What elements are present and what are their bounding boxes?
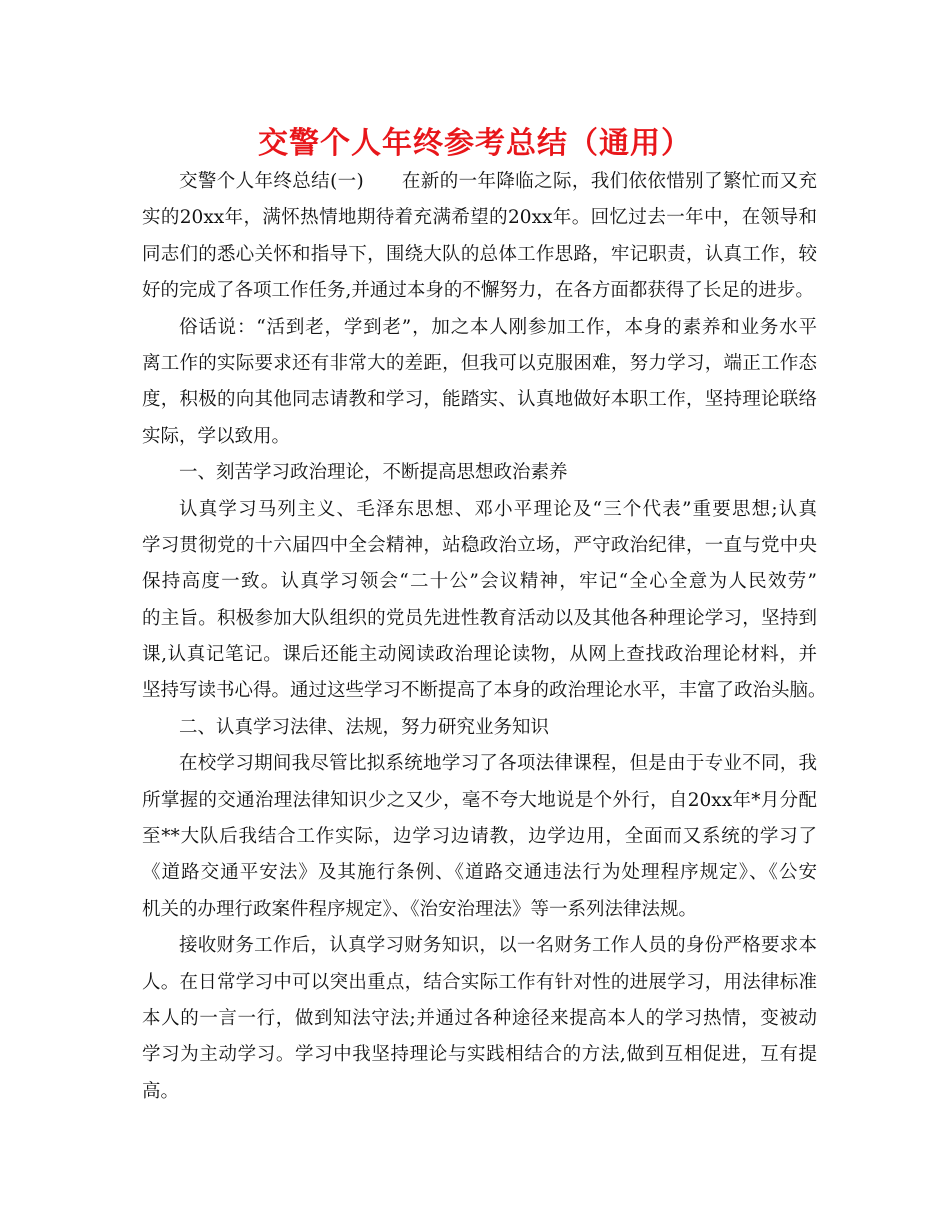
text-line: 在校学习期间我尽管比拟系统地学习了各项法律课程，但是由于专业不同，我 <box>179 753 817 775</box>
text-line: 学习为主动学习。学习中我坚持理论与实践相结合的方法,做到互相促进，互有提 <box>142 1044 817 1066</box>
text-line: 接收财务工作后，认真学习财务知识，以一名财务工作人员的身份严格要求本 <box>179 935 817 957</box>
text-line: 实的20xx年，满怀热情地期待着充满希望的20xx年。回忆过去一年中，在领导和 <box>142 207 817 229</box>
text-line: 二、认真学习法律、法规，努力研究业务知识 <box>179 716 550 738</box>
text-line: 实际，学以致用。 <box>142 425 291 447</box>
text-line: 一、刻苦学习政治理论，不断提高思想政治素养 <box>179 462 568 484</box>
text-line: 交警个人年终总结(一) 在新的一年降临之际，我们依依惜别了繁忙而又充 <box>179 171 817 192</box>
text-line: 离工作的实际要求还有非常大的差距，但我可以克服困难，努力学习，端正工作态 <box>142 352 817 374</box>
text-line: 俗话说：“活到老，学到老”，加之本人刚参加工作，本身的素养和业务水平 <box>179 316 817 338</box>
text-line: 坚持写读书心得。通过这些学习不断提高了本身的政治理论水平，丰富了政治头脑。 <box>142 680 827 702</box>
text-line: 保持高度一致。认真学习领会“二十公”会议精神，牢记“全心全意为人民效劳” <box>142 571 817 593</box>
text-line: 《道路交通平安法》及其施行条例、《道路交通违法行为处理程序规定》、《公安 <box>142 862 817 884</box>
document-title: 交警个人年终参考总结（通用） <box>258 126 692 161</box>
text-line: 同志们的悉心关怀和指导下，围绕大队的总体工作思路，牢记职责，认真工作，较 <box>142 243 817 265</box>
text-line: 本人的一言一行，做到知法守法;并通过各种途径来提高本人的学习热情，变被动 <box>142 1007 817 1029</box>
text-line: 度，积极的向其他同志请教和学习，能踏实、认真地做好本职工作，坚持理论联络 <box>142 389 817 411</box>
text-line: 所掌握的交通治理法律知识少之又少，毫不夸大地说是个外行，自20xx年*月分配 <box>142 789 817 811</box>
text-line: 学习贯彻党的十六届四中全会精神，站稳政治立场，严守政治纪律，一直与党中央 <box>142 534 817 556</box>
text-line: 认真学习马列主义、毛泽东思想、邓小平理论及“三个代表”重要思想;认真 <box>179 498 817 520</box>
text-line: 机关的办理行政案件程序规定》、《治安治理法》等一系列法律法规。 <box>142 898 698 920</box>
text-line: 好的完成了各项工作任务,并通过本身的不懈努力，在各方面都获得了长足的进步。 <box>142 280 814 302</box>
text-line: 至**大队后我结合工作实际，边学习边请教，边学边用，全面而又系统的学习了 <box>142 826 817 848</box>
text-line: 的主旨。积极参加大队组织的党员先进性教育活动以及其他各种理论学习，坚持到 <box>142 607 817 629</box>
text-line: 课,认真记笔记。课后还能主动阅读政治理论读物，从网上查找政治理论材料，并 <box>142 644 817 666</box>
document-body <box>142 164 827 1110</box>
text-line: 人。在日常学习中可以突出重点，结合实际工作有针对性的进展学习，用法律标准 <box>142 971 817 993</box>
text-line: 高。 <box>142 1080 180 1102</box>
